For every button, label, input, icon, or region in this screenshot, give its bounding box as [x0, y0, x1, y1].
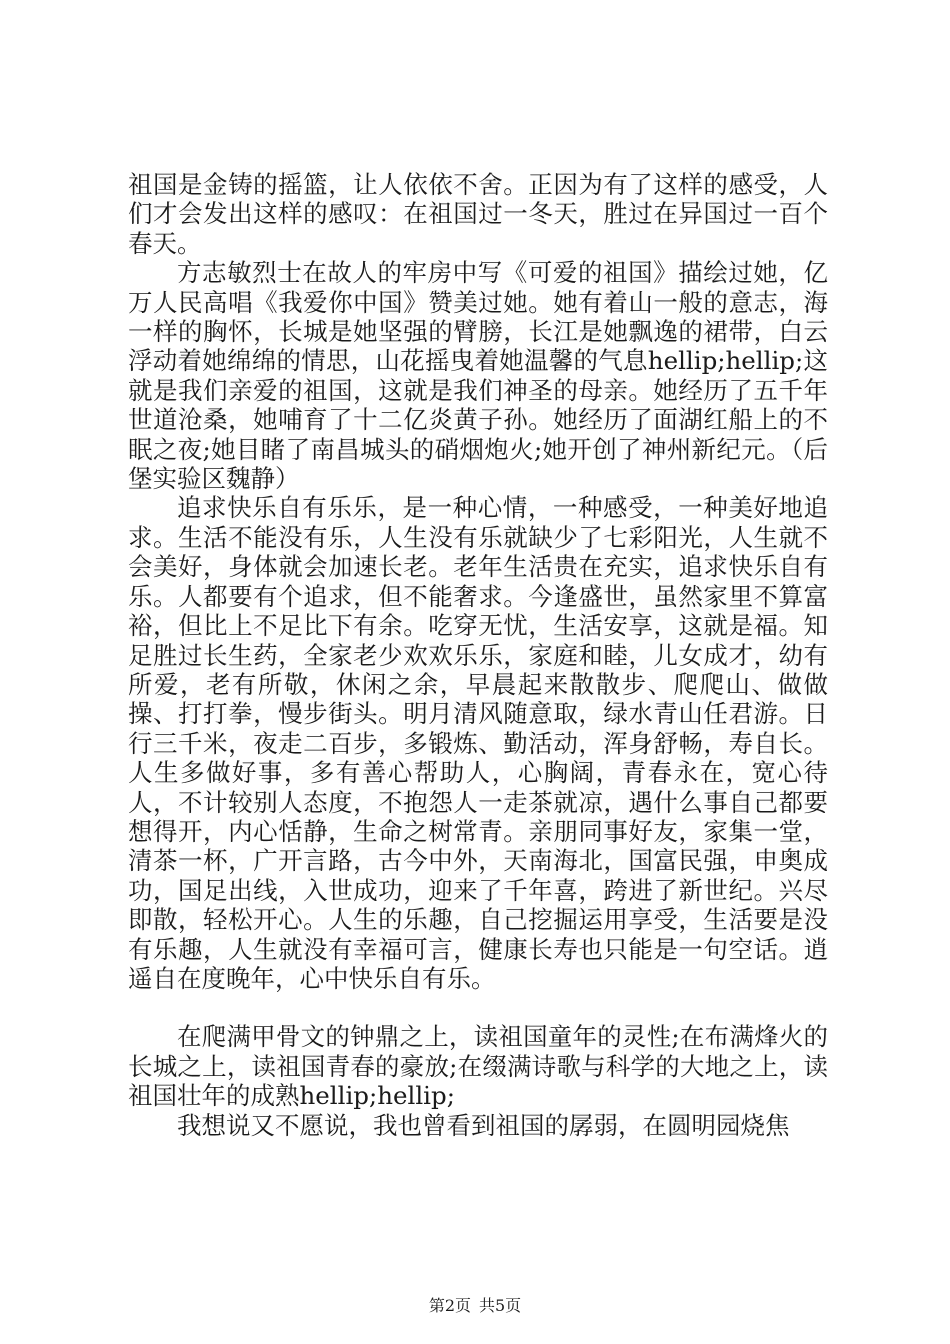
- paragraph-2: 方志敏烈士在故人的牢房中写《可爱的祖国》描绘过她，亿万人民高唱《我爱你中国》赞美过她。她有着山一般的意志，海一样的胸怀，长城是她坚强的臂膀，长江是她飘逸的裙带，白云浮动着她绵绵的情思，山花摇曳着她温馨的气息hellip;hellip;这就是我们亲爱的祖国，这就是我们神圣的母亲。她经历了五千年世道沧桑，她哺育了十二亿炎黄子孙。她经历了面湖红船上的不眠之夜;她目睹了南昌城头的硝烟炮火;她开创了神州新纪元。（后堡实验区魏静）: [128, 258, 828, 494]
- paragraph-3: 追求快乐自有乐乐，是一种心情，一种感受，一种美好地追求。生活不能没有乐，人生没有乐就缺少了七彩阳光，人生就不会美好，身体就会加速长老。老年生活贵在充实，追求快乐自有乐。人都要有个追求，但不能奢求。今逢盛世，虽然家里不算富裕，但比上不足比下有余。吃穿无忧，生活安享，这就是福。知足胜过长生药，全家老少欢欢乐乐，家庭和睦，儿女成才，幼有所爱，老有所敬，休闲之余，早晨起来散散步、爬爬山、做做操、打打拳，慢步街头。明月清风随意取，绿水青山任君游。日行三千米，夜走二百步，多锻炼、勤活动，浑身舒畅，寿自长。人生多做好事，多有善心帮助人，心胸阔，青春永在，宽心待人，不计较别人态度，不抱怨人一走茶就凉，遇什么事自己都要想得开，内心恬静，生命之树常青。亲朋同事好友，家集一堂，清茶一杯，广开言路，古今中外，天南海北，国富民强，申奥成功，国足出线，入世成功，迎来了千年喜，跨进了新世纪。兴尽即散，轻松开心。人生的乐趣，自己挖掘运用享受，生活要是没有乐趣，人生就没有幸福可言，健康长寿也只能是一句空话。逍遥自在度晚年，心中快乐自有乐。: [128, 493, 828, 993]
- document-body: [128, 170, 828, 1140]
- page-total: 共5页: [479, 1296, 522, 1315]
- paragraph-1: 祖国是金铸的摇篮，让人依依不舍。正因为有了这样的感受，人们才会发出这样的感叹：在祖国过一冬天，胜过在异国过一百个春天。: [128, 170, 828, 258]
- paragraph-5: 我想说又不愿说，我也曾看到祖国的孱弱，在圆明园烧焦: [177, 1110, 790, 1140]
- page-number: 第2页: [428, 1296, 471, 1315]
- paragraph-4: 在爬满甲骨文的钟鼎之上，读祖国童年的灵性;在布满烽火的长城之上，读祖国青春的豪放;在缀满诗歌与科学的大地之上，读祖国壮年的成熟hellip;hellip;: [128, 1022, 828, 1111]
- page-footer: [0, 1296, 950, 1316]
